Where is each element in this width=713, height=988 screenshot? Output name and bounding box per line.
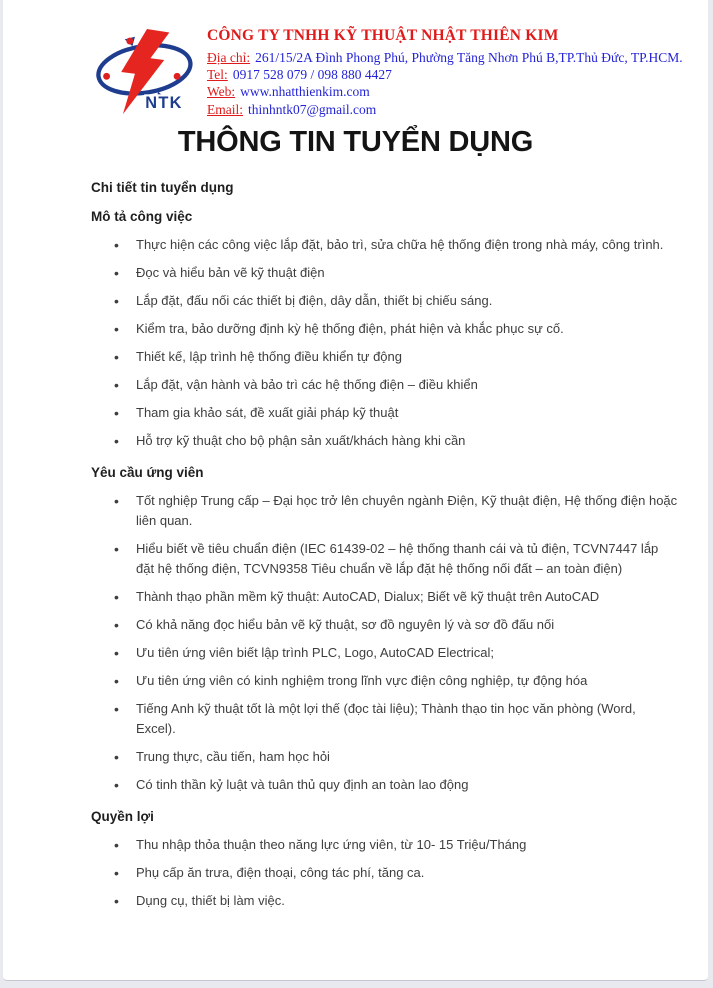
contact-line xyxy=(207,50,683,66)
list-item: • Thành thạo phần mềm kỹ thuật: AutoCAD, Dialux; Biết vẽ kỹ thuật trên AutoCAD xyxy=(91,587,678,607)
contact-line xyxy=(207,67,683,83)
list-item: • Lắp đặt, vận hành và bảo trì các hệ thống điện – điều khiển xyxy=(91,375,678,395)
list-item: • Tiếng Anh kỹ thuật tốt là một lợi thế (đọc tài liệu); Thành thạo tin học văn phòng (Word, Excel). xyxy=(91,699,678,739)
list-item: • Có khả năng đọc hiểu bản vẽ kỹ thuật, sơ đồ nguyên lý và sơ đồ đấu nối xyxy=(91,615,678,635)
bullet-list xyxy=(91,235,678,451)
contact-label: Email: xyxy=(207,101,243,117)
document-page xyxy=(3,0,708,981)
company-name: CÔNG TY TNHH KỸ THUẬT NHẬT THIÊN KIM xyxy=(207,27,559,44)
list-item: • Kiểm tra, bảo dưỡng định kỳ hệ thống điện, phát hiện và khắc phục sự cố. xyxy=(91,319,678,339)
contact-label: Địa chỉ: xyxy=(207,50,251,65)
list-item: • Có tinh thần kỷ luật và tuân thủ quy định an toàn lao động xyxy=(91,775,678,795)
section-heading: Mô tả công việc xyxy=(91,208,193,224)
section-heading: Quyền lợi xyxy=(91,809,154,825)
list-item: • Lắp đặt, đấu nối các thiết bị điện, dây dẫn, thiết bị chiếu sáng. xyxy=(91,291,678,311)
list-item: • Thiết kế, lập trình hệ thống điều khiển tự động xyxy=(91,347,678,367)
company-letterhead xyxy=(3,0,708,119)
contact-line xyxy=(207,102,683,118)
bullet-list xyxy=(91,835,678,911)
section-heading: Yêu cầu ứng viên xyxy=(91,464,204,480)
list-item: • Tốt nghiệp Trung cấp – Đại học trở lên chuyên ngành Điện, Kỹ thuật điện, Hệ thống điện hoặc liên quan. xyxy=(91,491,678,531)
contact-value: 0917 528 079 / 098 880 4427 xyxy=(232,67,392,83)
list-item: • Dụng cụ, thiết bị làm việc. xyxy=(91,891,678,911)
list-item: • Trung thực, cầu tiến, ham học hỏi xyxy=(91,747,678,767)
list-item: • Phụ cấp ăn trưa, điện thoại, công tác phí, tăng ca. xyxy=(91,863,678,883)
logo-ntk-text: NTK xyxy=(145,94,183,113)
list-item: • Thu nhập thỏa thuận theo năng lực ứng viên, từ 10- 15 Triệu/Tháng xyxy=(91,835,678,855)
list-item: • Thực hiện các công việc lắp đặt, bảo trì, sửa chữa hệ thống điện trong nhà máy, công trình. xyxy=(91,235,678,255)
list-item: • Đọc và hiểu bản vẽ kỹ thuật điện xyxy=(91,263,678,283)
list-item: • Hiểu biết về tiêu chuẩn điện (IEC 61439-02 – hệ thống thanh cái và tủ điện, TCVN7447 lắp đặt hệ thống điện, TCVN9358 Tiêu chuẩn về lắp đặt hệ thống nối đất – an toàn điện) xyxy=(91,539,678,579)
contact-label: Web: xyxy=(207,84,236,100)
list-item: • Ưu tiên ứng viên có kinh nghiệm trong lĩnh vực điện công nghiệp, tự động hóa xyxy=(91,671,678,691)
contact-label: Tel: xyxy=(207,67,228,83)
page-title: THÔNG TIN TUYỂN DỤNG xyxy=(177,125,534,158)
list-item: • Tham gia khảo sát, đề xuất giải pháp kỹ thuật xyxy=(91,403,678,423)
contact-lines xyxy=(207,50,683,118)
contact-value: thinhntk07@gmail.com xyxy=(248,101,377,117)
list-item: • Ưu tiên ứng viên biết lập trình PLC, Logo, AutoCAD Electrical; xyxy=(91,643,678,663)
contact-value: 261/15/2A Đình Phong Phú, Phường Tăng Nhơn Phú B,TP.Thủ Đức, TP.HCM. xyxy=(255,50,683,65)
document-body xyxy=(3,159,708,911)
list-item: • Hỗ trợ kỹ thuật cho bộ phận sản xuất/khách hàng khi cần xyxy=(91,431,678,451)
bullet-list xyxy=(91,491,678,795)
company-logo-icon xyxy=(95,29,199,115)
contact-line xyxy=(207,84,683,100)
sections-container xyxy=(91,209,678,911)
contact-value: www.nhatthienkim.com xyxy=(240,84,370,100)
intro-heading: Chi tiết tin tuyển dụng xyxy=(91,179,234,195)
company-info-block xyxy=(199,25,683,119)
